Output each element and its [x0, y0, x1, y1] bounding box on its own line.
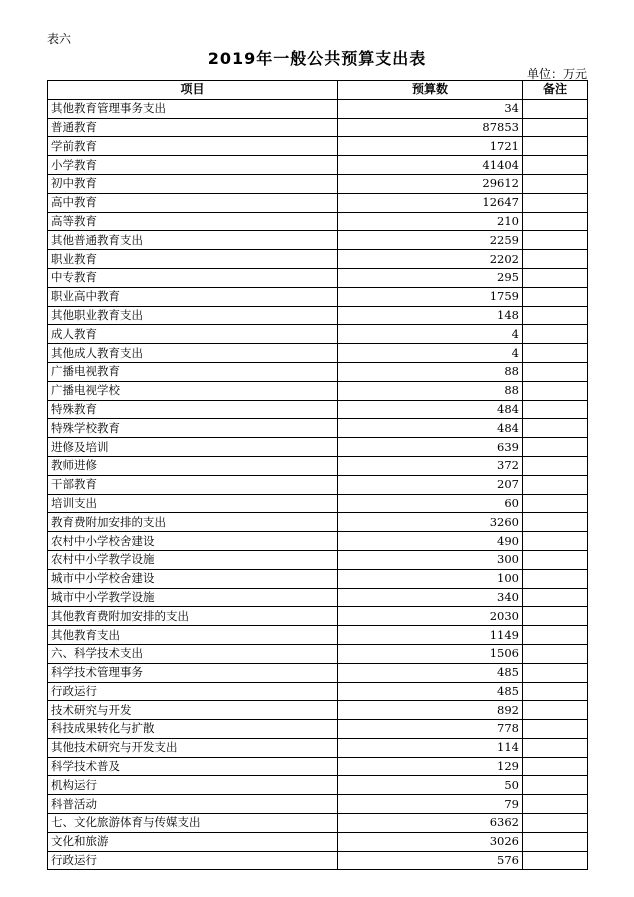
row-note	[523, 720, 588, 739]
table-row	[48, 682, 588, 701]
row-item-name: 成人教育	[48, 325, 338, 344]
table-row	[48, 720, 588, 739]
table-row	[48, 663, 588, 682]
row-item-name: 普通教育	[48, 118, 338, 137]
table-row	[48, 757, 588, 776]
row-amount: 29612	[338, 174, 523, 193]
table-row	[48, 513, 588, 532]
row-item-name: 学前教育	[48, 137, 338, 156]
table-row	[48, 644, 588, 663]
row-item-name: 行政运行	[48, 851, 338, 870]
row-item-name: 机构运行	[48, 776, 338, 795]
row-item-name: 农村中小学教学设施	[48, 550, 338, 569]
row-item-name: 科普活动	[48, 795, 338, 814]
row-amount: 60	[338, 494, 523, 513]
row-amount: 778	[338, 720, 523, 739]
row-item-name: 科学技术管理事务	[48, 663, 338, 682]
table-row	[48, 438, 588, 457]
row-note	[523, 362, 588, 381]
table-row	[48, 137, 588, 156]
unit-label: 单位：万元	[526, 67, 587, 81]
row-amount: 372	[338, 456, 523, 475]
row-amount: 1149	[338, 626, 523, 645]
row-note	[523, 851, 588, 870]
row-item-name: 七、文化旅游体育与传媒支出	[48, 814, 338, 833]
header-item: 项目	[48, 81, 338, 100]
row-amount: 484	[338, 400, 523, 419]
row-amount: 79	[338, 795, 523, 814]
row-item-name: 科学技术普及	[48, 757, 338, 776]
table-row	[48, 118, 588, 137]
table-row	[48, 456, 588, 475]
row-amount: 88	[338, 381, 523, 400]
row-amount: 100	[338, 569, 523, 588]
table-row	[48, 569, 588, 588]
row-item-name: 进修及培训	[48, 438, 338, 457]
row-amount: 4	[338, 325, 523, 344]
row-amount: 6362	[338, 814, 523, 833]
table-label: 表六	[47, 32, 72, 46]
table-row	[48, 287, 588, 306]
row-note	[523, 325, 588, 344]
row-note	[523, 268, 588, 287]
header-amount: 预算数	[338, 81, 523, 100]
table-row	[48, 174, 588, 193]
row-amount: 4	[338, 344, 523, 363]
row-amount: 2202	[338, 250, 523, 269]
row-item-name: 其他教育管理事务支出	[48, 99, 338, 118]
row-item-name: 六、科学技术支出	[48, 644, 338, 663]
row-item-name: 科技成果转化与扩散	[48, 720, 338, 739]
table-row	[48, 212, 588, 231]
row-note	[523, 231, 588, 250]
table-row	[48, 400, 588, 419]
row-amount: 88	[338, 362, 523, 381]
row-amount: 87853	[338, 118, 523, 137]
table-row	[48, 381, 588, 400]
row-amount: 2259	[338, 231, 523, 250]
row-note	[523, 193, 588, 212]
row-amount: 3260	[338, 513, 523, 532]
row-note	[523, 644, 588, 663]
table-row	[48, 250, 588, 269]
row-note	[523, 475, 588, 494]
row-note	[523, 118, 588, 137]
row-item-name: 城市中小学教学设施	[48, 588, 338, 607]
row-item-name: 文化和旅游	[48, 832, 338, 851]
row-amount: 1506	[338, 644, 523, 663]
row-note	[523, 738, 588, 757]
row-note	[523, 795, 588, 814]
row-note	[523, 494, 588, 513]
row-item-name: 教师进修	[48, 456, 338, 475]
table-row	[48, 344, 588, 363]
row-amount: 1759	[338, 287, 523, 306]
row-item-name: 培训支出	[48, 494, 338, 513]
table-row	[48, 738, 588, 757]
row-note	[523, 532, 588, 551]
row-amount: 50	[338, 776, 523, 795]
row-note	[523, 438, 588, 457]
row-item-name: 教育费附加安排的支出	[48, 513, 338, 532]
row-note	[523, 306, 588, 325]
row-item-name: 其他教育费附加安排的支出	[48, 607, 338, 626]
table-row	[48, 607, 588, 626]
table-row	[48, 626, 588, 645]
table-row	[48, 362, 588, 381]
row-note	[523, 682, 588, 701]
row-amount: 484	[338, 419, 523, 438]
row-note	[523, 626, 588, 645]
table-row	[48, 325, 588, 344]
row-item-name: 特殊学校教育	[48, 419, 338, 438]
table-row	[48, 494, 588, 513]
row-amount: 12647	[338, 193, 523, 212]
row-note	[523, 212, 588, 231]
table-row	[48, 701, 588, 720]
row-item-name: 其他教育支出	[48, 626, 338, 645]
table-row	[48, 268, 588, 287]
header-note: 备注	[523, 81, 588, 100]
row-note	[523, 814, 588, 833]
table-body	[48, 99, 588, 870]
row-note	[523, 588, 588, 607]
row-note	[523, 174, 588, 193]
row-item-name: 城市中小学校舍建设	[48, 569, 338, 588]
row-amount: 1721	[338, 137, 523, 156]
row-note	[523, 569, 588, 588]
header-row	[48, 81, 588, 100]
row-note	[523, 513, 588, 532]
row-note	[523, 456, 588, 475]
table-row	[48, 588, 588, 607]
row-note	[523, 344, 588, 363]
row-amount: 3026	[338, 832, 523, 851]
row-amount: 340	[338, 588, 523, 607]
row-amount: 129	[338, 757, 523, 776]
table-row	[48, 550, 588, 569]
row-item-name: 其他技术研究与开发支出	[48, 738, 338, 757]
row-amount: 490	[338, 532, 523, 551]
table-row	[48, 776, 588, 795]
row-item-name: 特殊教育	[48, 400, 338, 419]
row-amount: 34	[338, 99, 523, 118]
row-amount: 207	[338, 475, 523, 494]
row-amount: 485	[338, 663, 523, 682]
row-note	[523, 701, 588, 720]
page-title: 2019年一般公共预算支出表	[207, 49, 427, 68]
row-amount: 300	[338, 550, 523, 569]
table-row	[48, 156, 588, 175]
row-amount: 210	[338, 212, 523, 231]
table-row	[48, 99, 588, 118]
row-item-name: 技术研究与开发	[48, 701, 338, 720]
row-item-name: 小学教育	[48, 156, 338, 175]
row-item-name: 广播电视学校	[48, 381, 338, 400]
row-amount: 295	[338, 268, 523, 287]
row-item-name: 高中教育	[48, 193, 338, 212]
table-row	[48, 193, 588, 212]
row-item-name: 其他职业教育支出	[48, 306, 338, 325]
row-note	[523, 381, 588, 400]
table-row	[48, 832, 588, 851]
row-item-name: 职业高中教育	[48, 287, 338, 306]
row-amount: 148	[338, 306, 523, 325]
budget-table	[47, 80, 588, 870]
row-item-name: 行政运行	[48, 682, 338, 701]
row-note	[523, 400, 588, 419]
table-row	[48, 475, 588, 494]
row-note	[523, 250, 588, 269]
row-amount: 576	[338, 851, 523, 870]
table-row	[48, 231, 588, 250]
row-item-name: 其他普通教育支出	[48, 231, 338, 250]
row-amount: 639	[338, 438, 523, 457]
row-item-name: 中专教育	[48, 268, 338, 287]
row-amount: 892	[338, 701, 523, 720]
row-amount: 114	[338, 738, 523, 757]
row-note	[523, 156, 588, 175]
table-row	[48, 851, 588, 870]
row-note	[523, 663, 588, 682]
table-row	[48, 419, 588, 438]
row-item-name: 高等教育	[48, 212, 338, 231]
row-note	[523, 137, 588, 156]
table-row	[48, 814, 588, 833]
table-row	[48, 795, 588, 814]
row-note	[523, 607, 588, 626]
row-item-name: 职业教育	[48, 250, 338, 269]
row-item-name: 其他成人教育支出	[48, 344, 338, 363]
row-note	[523, 832, 588, 851]
row-item-name: 广播电视教育	[48, 362, 338, 381]
row-note	[523, 776, 588, 795]
row-item-name: 农村中小学校舍建设	[48, 532, 338, 551]
row-note	[523, 757, 588, 776]
row-note	[523, 419, 588, 438]
row-item-name: 干部教育	[48, 475, 338, 494]
table-row	[48, 306, 588, 325]
row-item-name: 初中教育	[48, 174, 338, 193]
row-note	[523, 550, 588, 569]
row-amount: 485	[338, 682, 523, 701]
row-amount: 41404	[338, 156, 523, 175]
row-note	[523, 99, 588, 118]
row-note	[523, 287, 588, 306]
row-amount: 2030	[338, 607, 523, 626]
table-row	[48, 532, 588, 551]
